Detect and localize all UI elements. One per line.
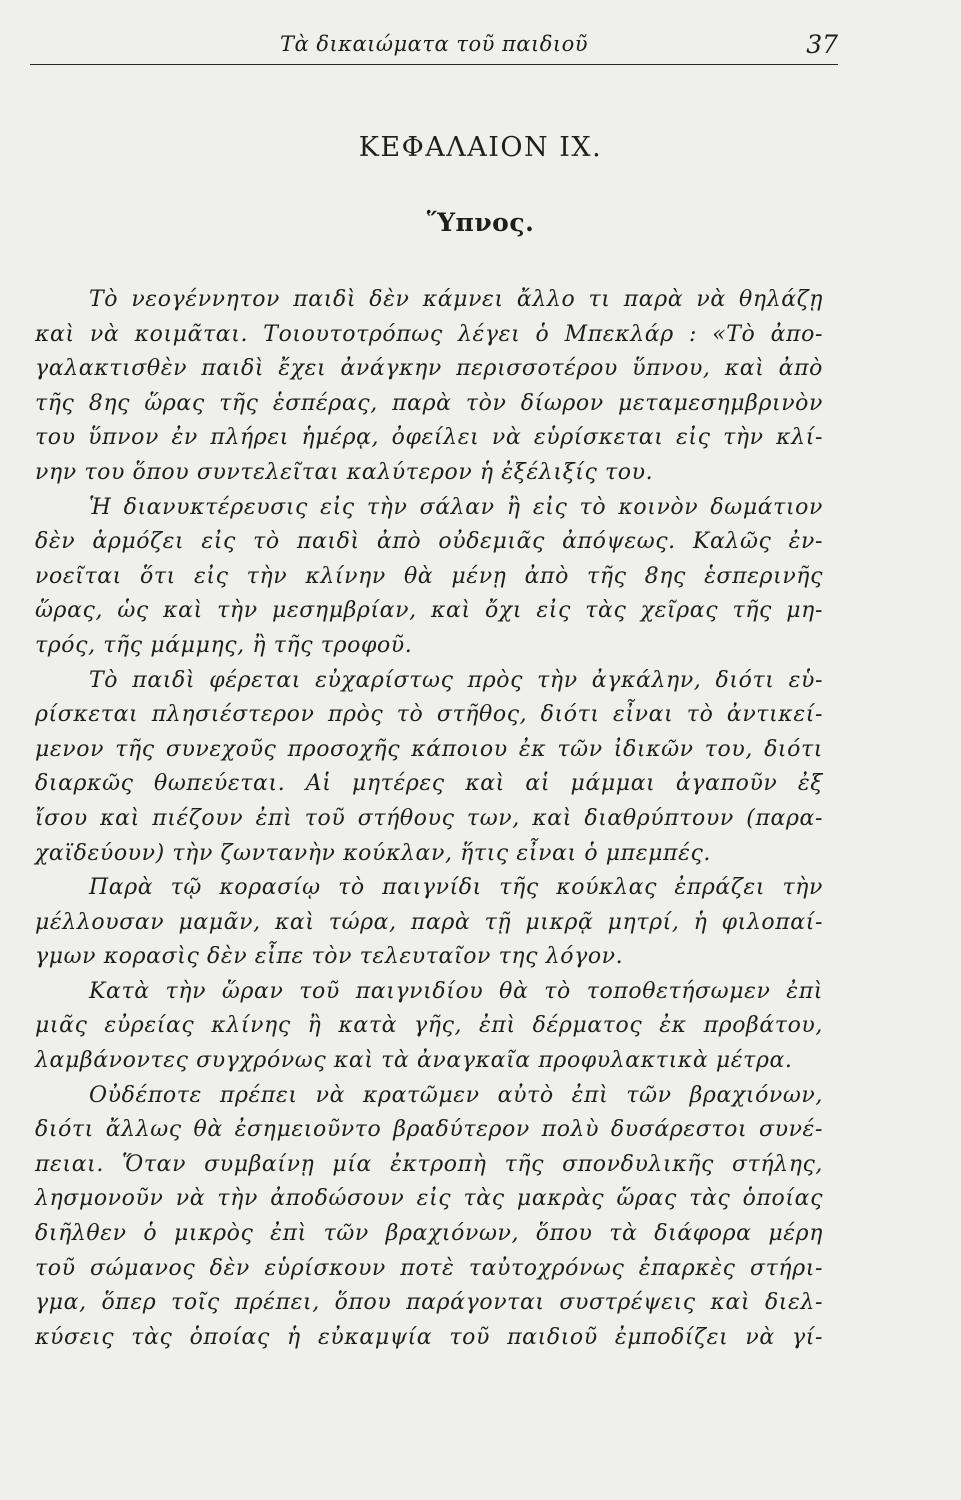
running-head — [30, 32, 838, 62]
text-line: διαρκῶς θωπεύεται. Αἱ μητέρες καὶ αἱ μάμμαι ἀγαποῦν ἐξ — [35, 771, 823, 797]
chapter-heading: ΚΕΦΑΛΑΙΟΝ ΙΧ. — [358, 132, 603, 163]
text-line: Παρὰ τῷ κορασίῳ τὸ παιγνίδι τῆς κούκλας ἐπράζει τὴν — [89, 875, 823, 901]
text-line: νην του ὅπου συντελεῖται καλύτερον ἡ ἐξέλιξίς του. — [35, 459, 654, 485]
running-title: Τὰ δικαιώματα τοῦ παιδιοῦ — [279, 32, 589, 56]
text-line: γαλακτισθὲν παιδὶ ἔχει ἀνάγκην περισσοτέρου ὕπνου, καὶ ἀπὸ — [35, 356, 823, 382]
text-line: Τὸ νεογέννητον παιδὶ δὲν κάμνει ἄλλο τι παρὰ νὰ θηλάζῃ — [89, 287, 823, 312]
text-line: Κατὰ τὴν ὥραν τοῦ παιγνιδίου θὰ τὸ τοποθετήσωμεν ἐπὶ — [89, 978, 823, 1004]
text-line: νοεῖται ὅτι εἰς τὴν κλίνην θὰ μένῃ ἀπὸ τῆς 8ης ἑσπερινῆς — [35, 563, 823, 589]
text-line: χαϊδεύουν) τὴν ζωντανὴν κούκλαν, ἥτις εἶναι ὁ μπεμπές. — [35, 840, 711, 866]
text-line: ρίσκεται πλησιέστερον πρὸς τὸ στῆθος, διότι εἶναι τὸ ἀντικεί- — [35, 702, 823, 728]
text-line: γμων κορασὶς δὲν εἶπε τὸν τελευταῖον της λόγον. — [35, 944, 624, 970]
text-line: Ἡ διανυκτέρευσις εἰς τὴν σάλαν ἢ εἰς τὸ κοινὸν δωμάτιον — [89, 494, 823, 520]
text-line: λησμονοῦν νὰ τὴν ἀποδώσουν εἰς τὰς μακρὰς ὥρας τὰς ὁποίας — [35, 1186, 823, 1212]
text-line: μενον τῆς συνεχοῦς προσοχῆς κάποιου ἐκ τῶν ἰδικῶν του, διότι — [35, 736, 823, 762]
text-line: πειαι. Ὅταν συμβαίνῃ μία ἐκτροπὴ τῆς σπονδυλικῆς στήλης, — [35, 1151, 823, 1177]
text-line: διῆλθεν ὁ μικρὸς ἐπὶ τῶν βραχιόνων, ὅπου τὰ διάφορα μέρη — [35, 1221, 823, 1247]
text-line: Τὸ παιδὶ φέρεται εὐχαρίστως πρὸς τὴν ἀγκάλην, διότι εὑ- — [89, 667, 823, 693]
text-line: διότι ἄλλως θὰ ἐσημειοῦντο βραδύτερον πολὺ δυσάρεστοι συνέ- — [35, 1117, 823, 1143]
text-line: Οὐδέποτε πρέπει νὰ κρατῶμεν αὐτὸ ἐπὶ τῶν βραχιόνων, — [89, 1082, 823, 1108]
text-line: γμα, ὅπερ τοῖς πρέπει, ὅπου παράγονται συστρέψεις καὶ διελ- — [35, 1290, 823, 1316]
text-line: κύσεις τὰς ὁποίας ἡ εὐκαμψία τοῦ παιδιοῦ ἐμποδίζει νὰ γί- — [35, 1324, 823, 1350]
text-line: ἴσου καὶ πιέζουν ἐπὶ τοῦ στήθους των, καὶ διαθρύπτουν (παρα- — [35, 805, 823, 831]
text-line: μιᾶς εὐρείας κλίνης ἢ κατὰ γῆς, ἐπὶ δέρματος ἐκ προβάτου, — [35, 1013, 823, 1039]
text-line: ὥρας, ὡς καὶ τὴν μεσημβρίαν, καὶ ὄχι εἰς τὰς χεῖρας τῆς μη- — [35, 598, 823, 624]
text-line: λαμβάνοντες συγχρόνως καὶ τὰ ἀναγκαῖα προφυλακτικὰ μέτρα. — [35, 1048, 793, 1074]
text-line: τοῦ σώμανος δὲν εὑρίσκουν ποτὲ ταὐτοχρόνως ἐπαρκὲς στήρι- — [35, 1255, 823, 1281]
header-rule — [30, 64, 838, 65]
page-number: 37 — [806, 30, 838, 59]
text-line: τῆς 8ης ὥρας τῆς ἑσπέρας, παρὰ τὸν δίωρον μεταμεσημβρινὸν — [35, 390, 823, 416]
section-title: Ὕπνος. — [426, 208, 535, 237]
text-line: δὲν ἁρμόζει εἰς τὸ παιδὶ ἀπὸ οὐδεμιᾶς ἀπόψεως. Καλῶς ἐν- — [35, 529, 823, 555]
text-line: του ὕπνον ἐν πλήρει ἡμέρᾳ, ὀφείλει νὰ εὑρίσκεται εἰς τὴν κλί- — [35, 425, 823, 451]
text-line: τρός, τῆς μάμμης, ἢ τῆς τροφοῦ. — [35, 632, 413, 658]
text-line: μέλλουσαν μαμᾶν, καὶ τώρα, παρὰ τῇ μικρᾷ μητρί, ἡ φιλοπαί- — [35, 909, 823, 935]
text-line: καὶ νὰ κοιμᾶται. Τοιουτοτρόπως λέγει ὁ Μπεκλάρ : «Τὸ ἀπο- — [35, 321, 823, 347]
body-text — [35, 283, 823, 1355]
